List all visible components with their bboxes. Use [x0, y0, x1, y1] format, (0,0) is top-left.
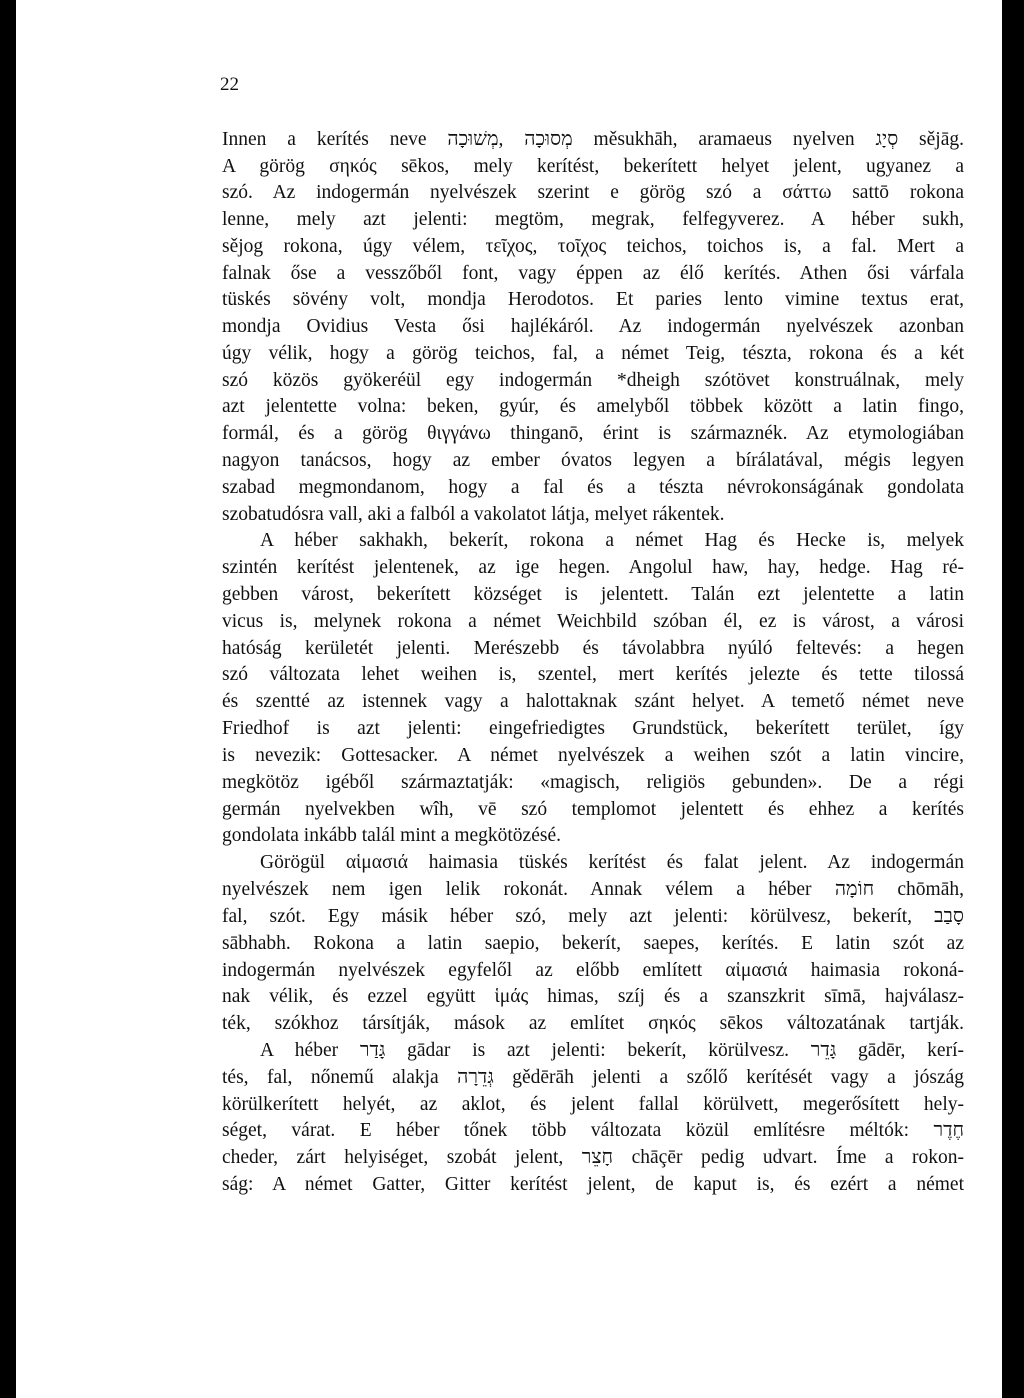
text-line: szabad megmondanom, hogy a fal és a tészta névrokonságának gondolata — [222, 477, 964, 498]
text-line: Friedhof is azt jelenti: eingefriedigtes Grundstück, bekerített terület, így — [222, 718, 964, 739]
text-line: szó. Az indogermán nyelvészek szerint e görög szó a σάττω sattō rokona — [222, 182, 964, 203]
text-line: úgy vélik, hogy a görög teichos, fal, a német Teig, tészta, rokona és a két — [222, 343, 964, 364]
text-line: nagyon tanácsos, hogy az ember óvatos legyen a bírálatával, mégis legyen — [222, 450, 964, 471]
text-line: sābhabh. Rokona a latin saepio, bekerít, saepes, kerítés. E latin szót az — [222, 933, 964, 954]
text-line: megkötöz igéből származtatják: «magisch, religiös gebunden». De a régi — [222, 772, 964, 793]
text-line: hatóság kerületét jelenti. Merészebb és távolabbra nyúló feltevés: a hegen — [222, 638, 964, 659]
text-line: szó közös gyökeréül egy indogermán *dheigh szótövet konstruálnak, mely — [222, 370, 964, 391]
text-line: formál, és a görög θιγγάνω thinganō, érint is származnék. Az etymologiában — [222, 423, 964, 444]
text-line: Innen a kerítés neve מְסוּכָה ,מְשׁוּכָה měsukhāh, aramaeus nyelven סְיָג sějāg. — [222, 129, 965, 150]
text-line: A héber גָּדַר gādar is azt jelenti: bekerít, körülvesz. גָּדֵר gādēr, kerí- — [260, 1040, 964, 1061]
text-line: gebben várost, bekerített községet is jelentett. Talán ezt jelentette a latin — [222, 584, 964, 605]
text-line: A héber sakhakh, bekerít, rokona a német Hag és Hecke is, melyek — [260, 530, 964, 551]
text-line: szintén kerítést jelentenek, az ige hegen. Angolul haw, hay, hedge. Hag ré- — [222, 557, 964, 578]
text-line: ság: A német Gatter, Gitter kerítést jelent, de kaput is, és ezért a német — [222, 1174, 964, 1195]
text-line: germán nyelvekben wîh, vē szó templomot jelentett és ehhez a kerítés — [222, 799, 964, 820]
text-line: tés, fal, nőnemű alakja גְּדֵרָה gědērāh jelenti a szőlő kerítését vagy a jószág — [222, 1067, 965, 1088]
text-line: szobatudósra vall, aki a falból a vakolatot látja, melyet rákentek. — [222, 504, 725, 525]
text-line: indogermán nyelvészek egyfelől az előbb említett αἱμασιά haimasia rokoná- — [222, 960, 964, 981]
text-line: vicus is, melynek rokona a német Weichbild szóban él, ez is várost, a városi — [222, 611, 964, 632]
text-line: lenne, mely azt jelenti: megtöm, megrak, felfegyverez. A héber sukh, — [222, 209, 964, 230]
text-line: A görög σηκός sēkos, mely kerítést, bekerített helyet jelent, ugyanez a — [222, 156, 964, 177]
text-line: körülkerített helyét, az aklot, és jelent fallal körülvett, megerősített hely- — [222, 1094, 964, 1115]
text-line: és szentté az istennek vagy a halottaknak szánt helyet. A temető német neve — [222, 691, 964, 712]
text-line: is nevezik: Gottesacker. A német nyelvészek a weihen szót a latin vincire, — [222, 745, 964, 766]
text-line: nak vélik, és ezzel együtt ἱμάς himas, szíj és a szanszkrit sīmā, hajválasz- — [222, 986, 964, 1007]
scan-edge-right — [1002, 0, 1024, 1398]
text-line: séget, várat. E héber tőnek több változata közül említésre méltók: חֶדֶר — [222, 1120, 964, 1141]
text-line: sějog rokona, úgy vélem, τεῖχος, τοῖχος teichos, toichos is, a fal. Mert a — [222, 236, 964, 257]
text-line: ték, szókhoz társítják, mások az említet σηκός sēkos változatának tartják. — [222, 1013, 964, 1034]
text-line: fal, szót. Egy másik héber szó, mely azt jelenti: körülvesz, bekerít, סָבַב — [222, 906, 964, 927]
text-line: nyelvészek nem igen lelik rokonát. Annak vélem a héber חוֹמָה chōmāh, — [222, 879, 964, 900]
text-line: gondolata inkább talál mint a megkötözésé. — [222, 825, 561, 846]
text-line: tüskés sövény volt, mondja Herodotos. Et paries lento vimine textus erat, — [222, 289, 964, 310]
text-line: cheder, zárt helyiséget, szobát jelent, חָצֵר chāçēr pedig udvart. Íme a rokon- — [222, 1147, 964, 1168]
page-number: 22 — [220, 74, 239, 95]
text-line: mondja Ovidius Vesta ősi hajlékáról. Az indogermán nyelvészek azonban — [222, 316, 964, 337]
text-line: Görögül αἱμασιά haimasia tüskés kerítést és falat jelent. Az indogermán — [260, 852, 964, 873]
text-line: szó változata lehet weihen is, szentel, mert kerítés jelezte és tette tilossá — [222, 664, 964, 685]
text-line: azt jelentette volna: beken, gyúr, és amelyből többek között a latin fingo, — [222, 396, 964, 417]
text-line: falnak őse a vesszőből font, vagy éppen az élő kerítés. Athen ősi várfala — [222, 263, 964, 284]
scan-edge-left — [0, 0, 16, 1398]
